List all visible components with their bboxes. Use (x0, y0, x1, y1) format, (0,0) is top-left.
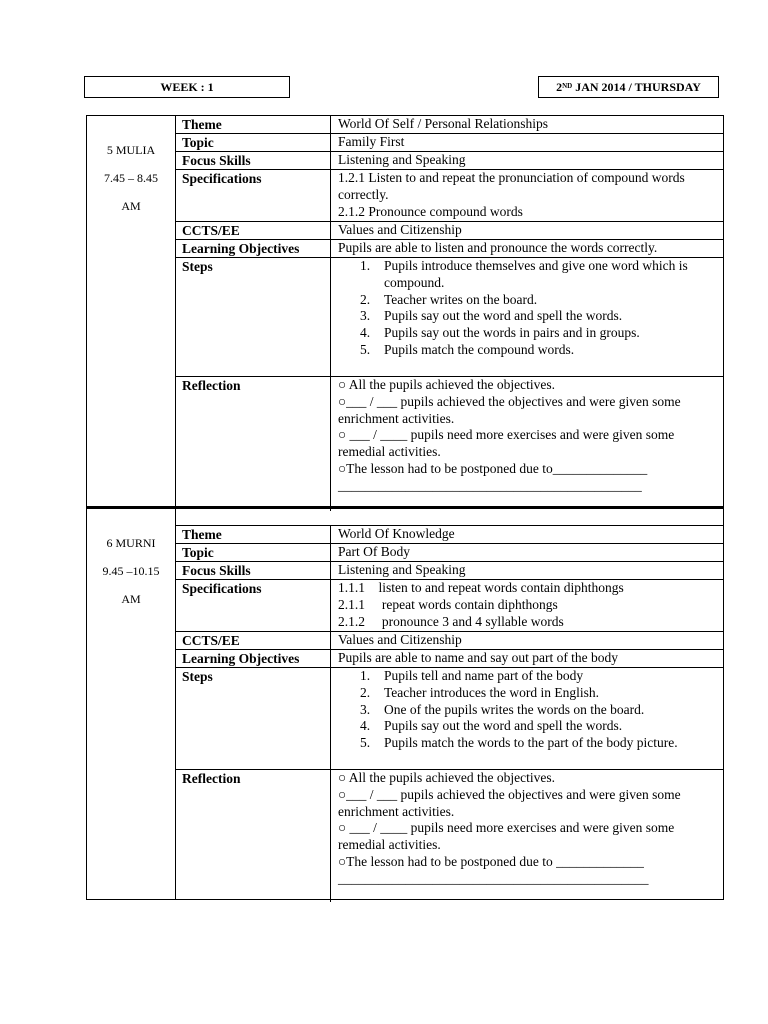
row-ccts (175, 222, 723, 240)
step-number: 4. (360, 718, 371, 734)
row-label: Reflection (175, 770, 331, 902)
reflection-line: ○ All the pupils achieved the objectives. (338, 377, 555, 392)
lesson-block (86, 507, 724, 900)
date-day: 2 (556, 79, 563, 94)
class-info (87, 509, 176, 899)
step-item (338, 258, 717, 292)
step-text: Pupils say out the words in pairs and in groups. (384, 325, 640, 341)
class-am: AM (121, 199, 141, 213)
step-number: 1. (360, 258, 371, 273)
row-reflection (175, 377, 723, 511)
row-value: Part Of Body (338, 544, 410, 559)
spec-line: 2.1.1 repeat words contain diphthongs (338, 596, 558, 612)
row-value: Pupils are able to listen and pronounce the words correctly. (338, 240, 658, 255)
spec-line: 1.2.1 Listen to and repeat the pronunciation of compound words correctly. (338, 170, 685, 202)
row-value: Family First (338, 134, 405, 149)
reflection-line: ○ ___ / ____ pupils need more exercises and were given some remedial activities. (338, 820, 675, 853)
step-number: 1. (360, 668, 371, 683)
step-item (338, 735, 717, 752)
steps-list (338, 668, 717, 752)
row-value: Values and Citizenship (338, 632, 462, 647)
step-number: 4. (360, 325, 371, 341)
week-text: WEEK : 1 (160, 79, 214, 94)
row-value: Listening and Speaking (338, 152, 466, 167)
step-number: 3. (360, 701, 371, 717)
row-label: Specifications (175, 170, 331, 221)
row-theme (175, 526, 723, 544)
row-value: World Of Self / Personal Relationships (338, 116, 549, 131)
row-topic (175, 544, 723, 562)
class-am: AM (121, 592, 141, 606)
row-label: Steps (175, 258, 331, 376)
reflection-line: _____________________________________________ (338, 477, 642, 493)
row-label: Topic (175, 134, 331, 151)
step-item (338, 685, 717, 702)
row-value (331, 258, 723, 359)
row-label: Theme (175, 116, 331, 133)
class-info (87, 116, 176, 506)
step-item (338, 325, 717, 342)
reflection-line: ______________________________________________ (338, 870, 649, 886)
step-text: Pupils say out the word and spell the words. (384, 718, 623, 734)
row-value: Pupils are able to name and say out part of the body (338, 650, 619, 665)
reflection-line: ○ All the pupils achieved the objectives. (338, 770, 555, 785)
class-time: 7.45 – 8.45 (104, 171, 158, 185)
row-focus (175, 152, 723, 170)
step-item (338, 718, 717, 735)
class-name: 6 MURNI (106, 536, 156, 550)
class-name: 5 MULIA (106, 143, 156, 157)
step-item (338, 668, 717, 685)
row-label: CCTS/EE (175, 632, 331, 649)
row-specifications (175, 170, 723, 222)
step-number: 5. (360, 341, 371, 357)
lesson-grid (175, 525, 723, 902)
row-label: Focus Skills (175, 562, 331, 579)
row-label: Topic (175, 544, 331, 561)
reflection-line: ○The lesson had to be postponed due to _____________ (338, 853, 644, 869)
row-value (331, 668, 723, 752)
spec-line: 1.1.1 listen to and repeat words contain diphthongs (338, 580, 624, 595)
step-number: 3. (360, 308, 371, 324)
step-item (338, 702, 717, 719)
row-value: Values and Citizenship (338, 222, 462, 237)
row-focus (175, 562, 723, 580)
row-label: Steps (175, 668, 331, 769)
row-topic (175, 134, 723, 152)
lesson-grid (175, 116, 723, 511)
step-text: One of the pupils writes the words on the board. (384, 701, 645, 717)
spec-line: 2.1.2 Pronounce compound words (338, 203, 523, 219)
step-text: Pupils match the words to the part of the body picture. (384, 735, 678, 751)
row-objectives (175, 650, 723, 668)
reflection-line: ○The lesson had to be postponed due to______________ (338, 460, 648, 476)
step-text: Pupils introduce themselves and give one word which is compound. (384, 258, 688, 290)
row-reflection (175, 770, 723, 902)
spec-line: 2.1.2 pronounce 3 and 4 syllable words (338, 613, 564, 629)
step-text: Pupils say out the word and spell the words. (384, 308, 623, 324)
row-ccts (175, 632, 723, 650)
reflection-line: ○ ___ / ____ pupils need more exercises and were given some remedial activities. (338, 427, 675, 460)
step-text: Teacher writes on the board. (384, 291, 538, 307)
lesson-block (86, 115, 724, 507)
row-label: Learning Objectives (175, 240, 331, 257)
row-value (331, 580, 723, 630)
step-item (338, 342, 717, 359)
step-text: Pupils tell and name part of the body (384, 668, 584, 683)
row-label: Reflection (175, 377, 331, 511)
row-theme (175, 116, 723, 134)
row-objectives (175, 240, 723, 258)
row-specifications (175, 580, 723, 632)
row-steps (175, 258, 723, 377)
row-value (331, 377, 723, 495)
row-label: Theme (175, 526, 331, 543)
date-suffix: ND (562, 82, 573, 90)
row-value (331, 770, 723, 888)
row-steps (175, 668, 723, 770)
step-item (338, 308, 717, 325)
reflection-line: ○___ / ___ pupils achieved the objectives and were given some enrichment activities. (338, 393, 681, 426)
row-value: Listening and Speaking (338, 562, 466, 577)
date-label (538, 76, 719, 98)
row-label: Learning Objectives (175, 650, 331, 667)
step-item (338, 292, 717, 309)
step-number: 2. (360, 684, 371, 700)
steps-list (338, 258, 717, 359)
reflection-line: ○___ / ___ pupils achieved the objectives and were given some enrichment activities. (338, 786, 681, 819)
step-text: Teacher introduces the word in English. (384, 684, 599, 700)
step-text: Pupils match the compound words. (384, 341, 575, 357)
class-time: 9.45 –10.15 (102, 564, 160, 578)
week-label (84, 76, 290, 98)
date-rest: JAN 2014 / THURSDAY (572, 79, 701, 94)
row-value (331, 170, 723, 220)
row-label: Focus Skills (175, 152, 331, 169)
row-label: CCTS/EE (175, 222, 331, 239)
row-label: Specifications (175, 580, 331, 631)
step-number: 2. (360, 291, 371, 307)
step-number: 5. (360, 735, 371, 751)
row-value: World Of Knowledge (338, 526, 455, 541)
